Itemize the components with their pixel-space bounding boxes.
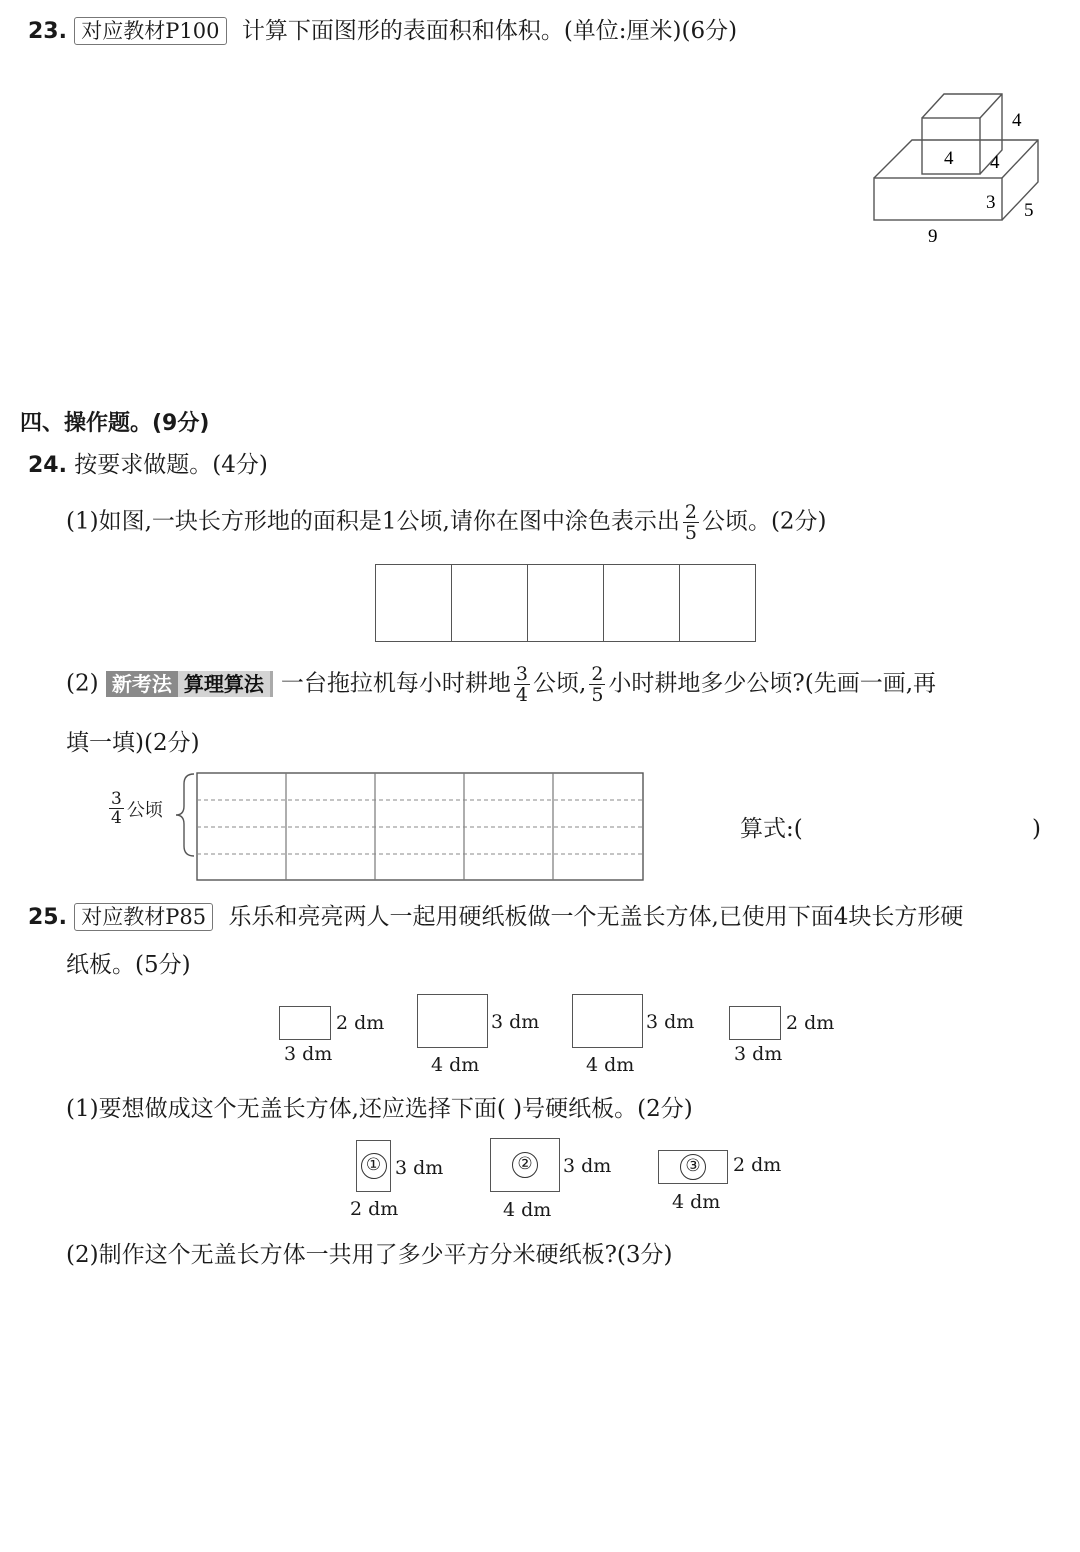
q23-number: 23. — [28, 19, 67, 44]
option-2-side: 3 dm — [563, 1155, 612, 1177]
board-4 — [729, 1006, 781, 1040]
dim-top-depth: 4 — [990, 152, 1000, 173]
new-method-tag: 新考法 — [106, 671, 178, 697]
q25-textbook-tag: 对应教材P85 — [74, 903, 213, 931]
brace-unit: 公顷 — [126, 799, 163, 821]
formula-close: ) — [1032, 816, 1041, 842]
fraction-numerator: 2 — [684, 501, 697, 523]
q25-text: 乐乐和亮亮两人一起用硬纸板做一个无盖长方体,已使用下面4块长方形硬 — [228, 904, 964, 930]
area-grid-cell[interactable] — [376, 565, 452, 641]
board-1-bottom: 3 dm — [284, 1043, 333, 1065]
brace-label — [106, 790, 163, 827]
area-grid-cell[interactable] — [604, 565, 680, 641]
option-2-label: ② — [512, 1152, 538, 1178]
drawing-grid[interactable] — [196, 772, 646, 882]
board-3-side: 3 dm — [646, 1011, 695, 1033]
q25-line2: 纸板。(5分) — [66, 952, 191, 978]
fraction-numerator: 3 — [111, 789, 122, 809]
q25-line1 — [28, 902, 963, 933]
section-title: 四、操作题。(9分) — [20, 411, 210, 436]
brace-fraction — [109, 790, 124, 827]
q24-part1-prefix: (1)如图,一块长方形地的面积是1公顷,请你在图中涂色表示出 — [66, 508, 680, 535]
q24-text: 按要求做题。(4分) — [74, 452, 268, 478]
fraction-numerator: 3 — [515, 663, 528, 685]
board-4-side: 2 dm — [786, 1012, 835, 1034]
q24-part2 — [66, 664, 936, 705]
fraction-denominator: 4 — [515, 684, 528, 706]
stacked-cuboids-figure — [860, 82, 1060, 252]
board-2-bottom: 4 dm — [431, 1054, 480, 1076]
q25-part1: (1)要想做成这个无盖长方体,还应选择下面( )号硬纸板。(2分) — [66, 1096, 693, 1122]
board-4-bottom: 3 dm — [734, 1043, 783, 1065]
fraction-denominator: 5 — [684, 522, 697, 544]
q24-part2-line2: 填一填)(2分) — [66, 730, 200, 756]
option-board-3[interactable] — [658, 1150, 728, 1184]
area-grid-cell[interactable] — [680, 565, 755, 641]
q23-text: 计算下面图形的表面积和体积。(单位:厘米)(6分) — [241, 18, 738, 44]
q23-line — [28, 16, 737, 47]
reasoning-tag: 算理算法 — [178, 671, 273, 697]
q23-textbook-tag: 对应教材P100 — [74, 17, 226, 45]
dim-top-height: 4 — [1012, 110, 1022, 131]
formula-label: 算式:( — [740, 816, 803, 842]
board-1-side: 2 dm — [336, 1012, 385, 1034]
board-1 — [279, 1006, 331, 1040]
dim-bottom-height: 3 — [986, 192, 996, 213]
curly-brace — [172, 772, 198, 858]
q24-line — [28, 450, 268, 481]
option-1-label: ① — [361, 1153, 387, 1179]
fraction-two-fifths-hours — [589, 664, 605, 705]
option-3-side: 2 dm — [733, 1154, 782, 1176]
board-3-bottom: 4 dm — [586, 1054, 635, 1076]
option-board-1[interactable] — [356, 1140, 391, 1192]
board-2-side: 3 dm — [491, 1011, 540, 1033]
area-grid-cell[interactable] — [452, 565, 528, 641]
q24-part2-prefix: (2) — [66, 670, 99, 697]
option-1-bottom: 2 dm — [350, 1198, 399, 1220]
dim-top-front: 4 — [944, 148, 954, 169]
board-3 — [572, 994, 643, 1048]
q24-part1-suffix: 公顷。(2分) — [701, 508, 827, 535]
option-3-label: ③ — [680, 1154, 706, 1180]
option-1-side: 3 dm — [395, 1157, 444, 1179]
area-grid[interactable] — [375, 564, 756, 642]
q24-part2-text-c: 小时耕地多少公顷?(先画一画,再 — [608, 670, 937, 697]
board-2 — [417, 994, 488, 1048]
option-2-bottom: 4 dm — [503, 1199, 552, 1221]
dim-bottom-depth: 5 — [1024, 200, 1034, 221]
fraction-two-fifths — [683, 502, 699, 543]
dim-bottom-length: 9 — [928, 226, 938, 247]
q24-part2-text-a: 一台拖拉机每小时耕地 — [280, 670, 511, 697]
fraction-numerator: 2 — [591, 663, 604, 685]
option-board-2[interactable] — [490, 1138, 560, 1192]
area-grid-cell[interactable] — [528, 565, 604, 641]
option-3-bottom: 4 dm — [672, 1191, 721, 1213]
q25-part2: (2)制作这个无盖长方体一共用了多少平方分米硬纸板?(3分) — [66, 1242, 673, 1268]
q24-part2-text-b: 公顷, — [533, 670, 587, 697]
q24-number: 24. — [28, 453, 67, 478]
fraction-denominator: 5 — [591, 684, 604, 706]
q24-part1 — [66, 502, 827, 543]
fraction-denominator: 4 — [111, 808, 122, 828]
fraction-three-fourths — [514, 664, 530, 705]
q25-number: 25. — [28, 905, 67, 930]
